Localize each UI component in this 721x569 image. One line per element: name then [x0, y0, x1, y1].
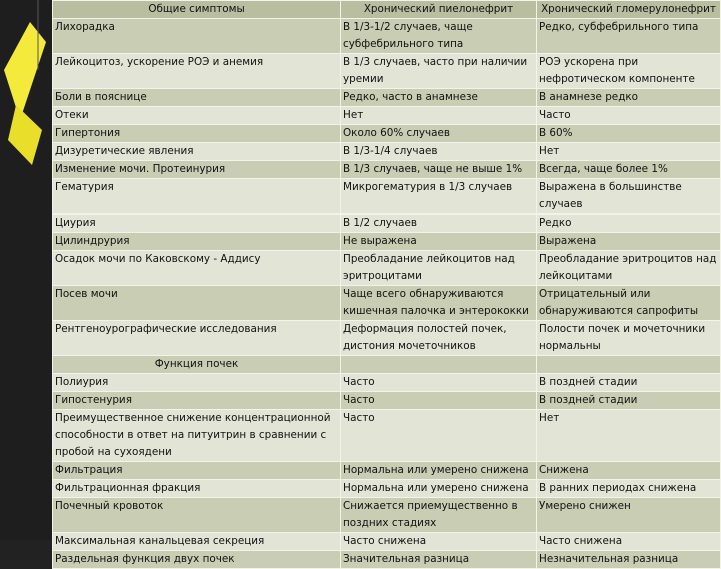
symptom-cell: Циурия [53, 215, 341, 233]
symptom-cell: Максимальная канальцевая секреция [53, 533, 341, 551]
comparison-table-container [52, 0, 720, 565]
pyelonephritis-cell: Часто [341, 392, 537, 410]
table-subheader-row [53, 356, 721, 374]
pyelonephritis-cell: В 1/3-1/4 случаев [341, 143, 537, 161]
ribbon-top [4, 22, 46, 120]
table-row [53, 251, 721, 286]
table-row [53, 551, 721, 569]
pyelonephritis-cell: Около 60% случаев [341, 125, 537, 143]
symptom-cell: Фильтрация [53, 462, 341, 480]
table-row [53, 321, 721, 356]
glomerulonephritis-cell: Полости почек и мочеточники нормальны [537, 321, 721, 356]
table-row [53, 215, 721, 233]
yellow-ribbon-decoration [0, 0, 52, 540]
pyelonephritis-cell: Часто [341, 410, 537, 462]
glomerulonephritis-cell: Нет [537, 410, 721, 462]
symptom-cell: Гематурия [53, 179, 341, 214]
glomerulonephritis-cell: В анамнезе редко [537, 89, 721, 107]
table-body [53, 19, 721, 569]
glomerulonephritis-cell: Выражена [537, 233, 721, 251]
glomerulonephritis-cell: Часто [537, 107, 721, 125]
glomerulonephritis-cell: Незначительная разница [537, 551, 721, 569]
glomerulonephritis-cell: Снижена [537, 462, 721, 480]
pyelonephritis-cell: Не выражена [341, 233, 537, 251]
pyelonephritis-cell: Нет [341, 107, 537, 125]
symptom-cell: Преимущественное снижение концентрационной способности в ответ на питуитрин в сравнении с пробой на сухоядени [53, 410, 341, 462]
glomerulonephritis-cell: В 60% [537, 125, 721, 143]
glomerulonephritis-cell: Всегда, чаще более 1% [537, 161, 721, 179]
symptom-cell: Полиурия [53, 374, 341, 392]
pyelonephritis-cell: В 1/3 случаев, чаще не выше 1% [341, 161, 537, 179]
glomerulonephritis-cell: Преобладание эритроцитов над лейкоцитами [537, 251, 721, 286]
table-header-row [53, 1, 721, 19]
pyelonephritis-cell [341, 356, 537, 374]
header-chronic-pyelonephritis: Хронический пиелонефрит [341, 1, 537, 19]
table-row [53, 54, 721, 89]
symptom-cell: Посев мочи [53, 286, 341, 321]
table-row [53, 179, 721, 214]
glomerulonephritis-cell [537, 356, 721, 374]
header-general-symptoms: Общие симптомы [53, 1, 341, 19]
symptom-cell: Осадок мочи по Каковскому - Аддису [53, 251, 341, 286]
table-row [53, 143, 721, 161]
glomerulonephritis-cell: Выражена в большинстве случаев [537, 179, 721, 214]
pyelonephritis-cell: Значительная разница [341, 551, 537, 569]
glomerulonephritis-cell: Редко, субфебрильного типа [537, 19, 721, 54]
table-row [53, 410, 721, 462]
symptom-cell: Боли в пояснице [53, 89, 341, 107]
symptom-cell: Гипостенурия [53, 392, 341, 410]
glomerulonephritis-cell: В поздней стадии [537, 374, 721, 392]
glomerulonephritis-cell: Редко [537, 215, 721, 233]
symptom-cell: Фильтрационная фракция [53, 480, 341, 498]
glomerulonephritis-cell: Умерено снижен [537, 498, 721, 533]
table-row [53, 286, 721, 321]
table-row [53, 374, 721, 392]
glomerulonephritis-cell: В поздней стадии [537, 392, 721, 410]
glomerulonephritis-cell: Часто снижена [537, 533, 721, 551]
symptom-cell: Лихорадка [53, 19, 341, 54]
pyelonephritis-cell: Деформация полостей почек, дистония мочеточников [341, 321, 537, 356]
pyelonephritis-cell: В 1/3 случаев, часто при наличии уремии [341, 54, 537, 89]
pyelonephritis-cell: Микрогематурия в 1/3 случаев [341, 179, 537, 214]
table-row [53, 233, 721, 251]
symptom-cell: Отеки [53, 107, 341, 125]
pyelonephritis-cell: В 1/3-1/2 случаев, чаще субфебрильного типа [341, 19, 537, 54]
table-row [53, 462, 721, 480]
glomerulonephritis-cell: РОЭ ускорена при нефротическом компоненте [537, 54, 721, 89]
table-row [53, 392, 721, 410]
pyelonephritis-cell: Часто снижена [341, 533, 537, 551]
symptom-cell: Изменение мочи. Протеинурия [53, 161, 341, 179]
glomerulonephritis-cell: Отрицательный или обнаруживаются сапрофиты [537, 286, 721, 321]
table-row [53, 498, 721, 533]
glomerulonephritis-cell: Нет [537, 143, 721, 161]
pyelonephritis-cell: Редко, часто в анамнезе [341, 89, 537, 107]
pyelonephritis-cell: Чаще всего обнаруживаются кишечная палочка и энтерококки [341, 286, 537, 321]
ribbon-bottom [8, 105, 42, 165]
table-row [53, 107, 721, 125]
table-row [53, 480, 721, 498]
glomerulonephritis-cell: В ранних периодах снижена [537, 480, 721, 498]
symptom-cell: Рентгеноурографические исследования [53, 321, 341, 356]
pyelonephritis-cell: Снижается приемущественно в поздних стадиях [341, 498, 537, 533]
symptom-cell: Почечный кровоток [53, 498, 341, 533]
symptom-cell: Лейкоцитоз, ускорение РОЭ и анемия [53, 54, 341, 89]
table-row [53, 19, 721, 54]
symptom-cell: Дизуретические явления [53, 143, 341, 161]
table-row [53, 533, 721, 551]
symptom-cell: Цилиндрурия [53, 233, 341, 251]
table-row [53, 89, 721, 107]
symptom-cell: Раздельная функция двух почек [53, 551, 341, 569]
pyelonephritis-cell: Нормальна или умерено снижена [341, 462, 537, 480]
table-row [53, 125, 721, 143]
pyelonephritis-cell: Преобладание лейкоцитов над эритроцитами [341, 251, 537, 286]
symptom-cell: Гипертония [53, 125, 341, 143]
table-row [53, 161, 721, 179]
header-chronic-glomerulonephritis: Хронический гломерулонефрит [537, 1, 721, 19]
symptom-cell: Функция почек [53, 356, 341, 374]
pyelonephritis-cell: Нормальна или умерено снижена [341, 480, 537, 498]
comparison-table [52, 0, 721, 569]
pyelonephritis-cell: В 1/2 случаев [341, 215, 537, 233]
pyelonephritis-cell: Часто [341, 374, 537, 392]
